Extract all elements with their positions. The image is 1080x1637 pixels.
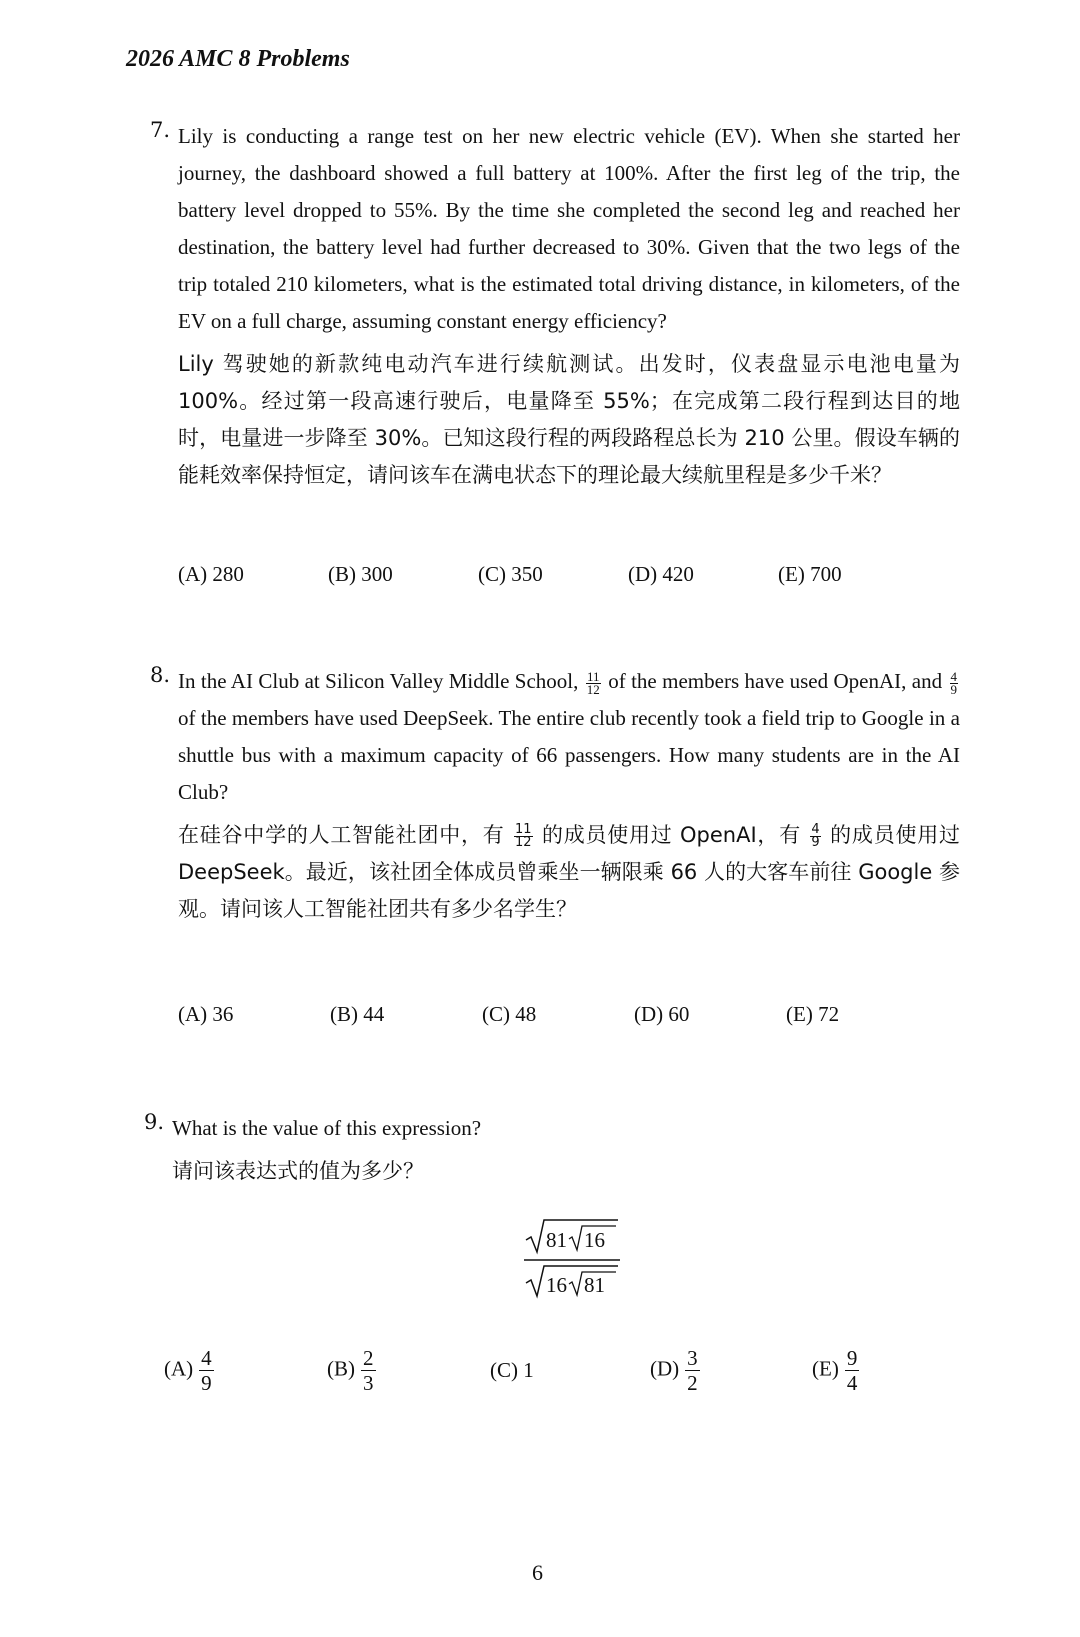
fraction-four-ninths: $\frac{4}{9}$ (811, 821, 820, 850)
choice-a[interactable]: (A) $\frac{4}{9}$ (164, 1346, 212, 1395)
choice-e[interactable]: (E) 700 (778, 562, 842, 586)
math-expression (522, 1218, 622, 1312)
problem-text-english: In the AI Club at Silicon Valley Middle School, $\frac{11}{12}$ of the members have used OpenAI, and $\frac{4}{9}$ of the members have used DeepSeek. The entire club recently took a field trip to Google in a shuttle bus with a maximum capacity of 66 passengers. How many students are in the AI Club? (178, 668, 960, 804)
choice-c[interactable]: (C) 48 (482, 1002, 537, 1026)
choice-fraction: $\frac{4}{9}$ (201, 1346, 212, 1395)
choice-d[interactable]: (D) 420 (628, 562, 694, 586)
choice-d[interactable]: (D) $\frac{3}{2}$ (650, 1346, 698, 1395)
choice-c[interactable]: (C) 350 (478, 562, 543, 586)
choice-c[interactable]: (C) 1 (490, 1358, 534, 1382)
problem-number: 7. (150, 118, 171, 142)
fraction-eleven-twelfths: $\frac{11}{12}$ (514, 821, 532, 850)
problem-text-chinese: 请问该表达式的值为多少？ (172, 1159, 424, 1183)
denominator-outer-value: 16 (546, 1273, 567, 1297)
numerator-inner-value: 16 (584, 1228, 605, 1252)
problem-text-english: What is the value of this expression? (172, 1116, 482, 1140)
choice-fraction: $\frac{2}{3}$ (363, 1346, 374, 1395)
fraction-four-ninths: $\frac{4}{9}$ (950, 668, 957, 697)
problem-text-chinese: 在硅谷中学的人工智能社团中，有 $\frac{11}{12}$ 的成员使用过 OpenAI，有 $\frac{4}{9}$ 的成员使用过 DeepSeek。最近，该社团全体成员曾乘坐一辆限乘 66 人的大客车前往 Google 参观。请问该人工智能社团共有多少名学生？ (178, 821, 960, 921)
choice-fraction: $\frac{3}{2}$ (687, 1346, 698, 1395)
choice-b[interactable]: (B) 300 (328, 562, 393, 586)
problem-text-chinese: Lily 驾驶她的新款纯电动汽车进行续航测试。出发时，仪表盘显示电池电量为 100%。经过第一段高速行驶后，电量降至 55%；在完成第二段行程到达目的地时，电量进一步降至 30%。已知这段行程的两段路程总长为 210 公里。假设车辆的能耗效率保持恒定，请问该车在满电状态下的理论最大续航里程是多少千米？ (178, 352, 960, 487)
problem-text-english: Lily is conducting a range test on her new electric vehicle (EV). When she started her journey, the dashboard showed a full battery at 100%. After the first leg of the trip, the battery level dropped to 55%. By the time she completed the second leg and reached her destination, the battery level had further decreased to 30%. Given that the two legs of the trip totaled 210 kilometers, what is the estimated total driving distance, in kilometers, of the EV on a full charge, assuming constant energy efficiency? (178, 124, 960, 333)
choice-b[interactable]: (B) 44 (330, 1002, 385, 1026)
page-number: 6 (532, 1560, 543, 1585)
choice-d[interactable]: (D) 60 (634, 1002, 690, 1026)
choice-b[interactable]: (B) $\frac{2}{3}$ (327, 1346, 374, 1395)
problem-9 (144, 1110, 954, 1190)
fraction-eleven-twelfths: $\frac{11}{12}$ (586, 668, 600, 697)
choice-a[interactable]: (A) 36 (178, 1002, 234, 1026)
problem-8 (150, 663, 960, 928)
choice-e[interactable]: (E) $\frac{9}{4}$ (812, 1346, 858, 1395)
problem-number: 8. (150, 663, 171, 687)
choice-a[interactable]: (A) 280 (178, 562, 244, 586)
problem-7 (150, 118, 960, 494)
numerator-outer-value: 81 (546, 1228, 567, 1252)
page-header-title: 2026 AMC 8 Problems (126, 46, 350, 72)
problem-number: 9. (144, 1110, 165, 1134)
choice-fraction: $\frac{9}{4}$ (846, 1346, 858, 1395)
choice-e[interactable]: (E) 72 (786, 1002, 840, 1026)
denominator-inner-value: 81 (584, 1273, 605, 1297)
nested-radical-fraction (522, 1218, 622, 1308)
